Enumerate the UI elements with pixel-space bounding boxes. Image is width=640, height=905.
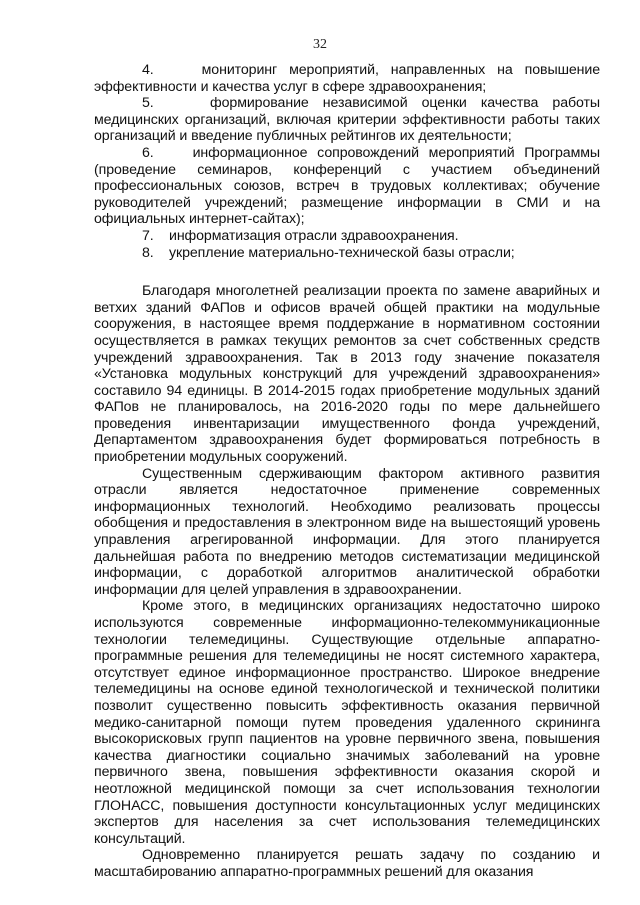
list-item-4: 4. мониторинг мероприятий, направленных на повышение эффективности и качества услуг в сфере здравоохранения; (94, 62, 600, 95)
paragraph-information-technologies: Существенным сдерживающим фактором активного развития отрасли является недостаточное применение современных информационных технологий. Необходимо реализовать процессы обобщения и предоставления в электронном виде на вышестоящий уровень управления агрегированной информации. Для этого планируется дальнейшая работа по внедрению методов систематизации медицинской информации, с доработкой алгоритмов аналитической обработки информации для целей управления в здравоохранении. (94, 465, 600, 598)
page-number: 32 (313, 37, 327, 52)
page-content (94, 62, 600, 881)
paragraph-modular-buildings: Благодаря многолетней реализации проекта по замене аварийных и ветхих зданий ФАПов и офисов врачей общей практики на модульные сооружения, в настоящее время поддержание в нормативном состоянии осуществляется в рамках текущих ремонтов за счет собственных средств учреждений здравоохранения. Так в 2013 году значение показателя «Установка модульных конструкций для учреждений здравоохранения» составило 94 единицы. В 2014-2015 годах приобретение модульных зданий ФАПов не планировалось, на 2016-2020 годы по мере дальнейшего проведения инвентаризации имущественного фонда учреждений, Департаментом здравоохранения будет формироваться потребность в приобретении модульных сооружений. (94, 283, 600, 466)
list-item-8: 8. укрепление материально-технической базы отрасли; (142, 244, 515, 261)
section-gap (94, 261, 600, 283)
list-item-6: 6. информационное сопровождений мероприятий Программы (проведение семинаров, конференций с участием объединений профессиональных союзов, встреч в трудовых коллективах; обучение руководителей учреждений; размещение информации в СМИ и на официальных интернет-сайтах); (94, 144, 600, 228)
list-item-7: 7. информатизация отрасли здравоохранения. (142, 227, 459, 244)
paragraph-telemedicine: Кроме этого, в медицинских организациях недостаточно широко используются современные информационно-телекоммуникационные технологии телемедицины. Существующие отдельные аппаратно-программные решения для телемедицины не носят системного характера, отсутствует единое информационное пространство. Широкое внедрение телемедицины на основе единой технологической и технической политики позволит существенно повысить эффективность оказания первичной медико-санитарной помощи путем проведения удаленного скрининга высокорисковых групп пациентов на уровне первичного звена, повышения качества диагностики социально значимых заболеваний на уровне первичного звена, повышения эффективности оказания скорой и неотложной медицинской помощи за счет использования технологии ГЛОНАСС, повышения доступности консультационных услуг медицинских экспертов для населения за счет использования телемедицинских консультаций. (94, 598, 600, 847)
list-item-5: 5. формирование независимой оценки качества работы медицинских организаций, включая критерии эффективности работы таких организаций и введение публичных рейтингов их деятельности; (94, 95, 600, 145)
paragraph-hardware-software: Одновременно планируется решать задачу по созданию и масштабированию аппаратно-программных решений для оказания (94, 847, 600, 880)
